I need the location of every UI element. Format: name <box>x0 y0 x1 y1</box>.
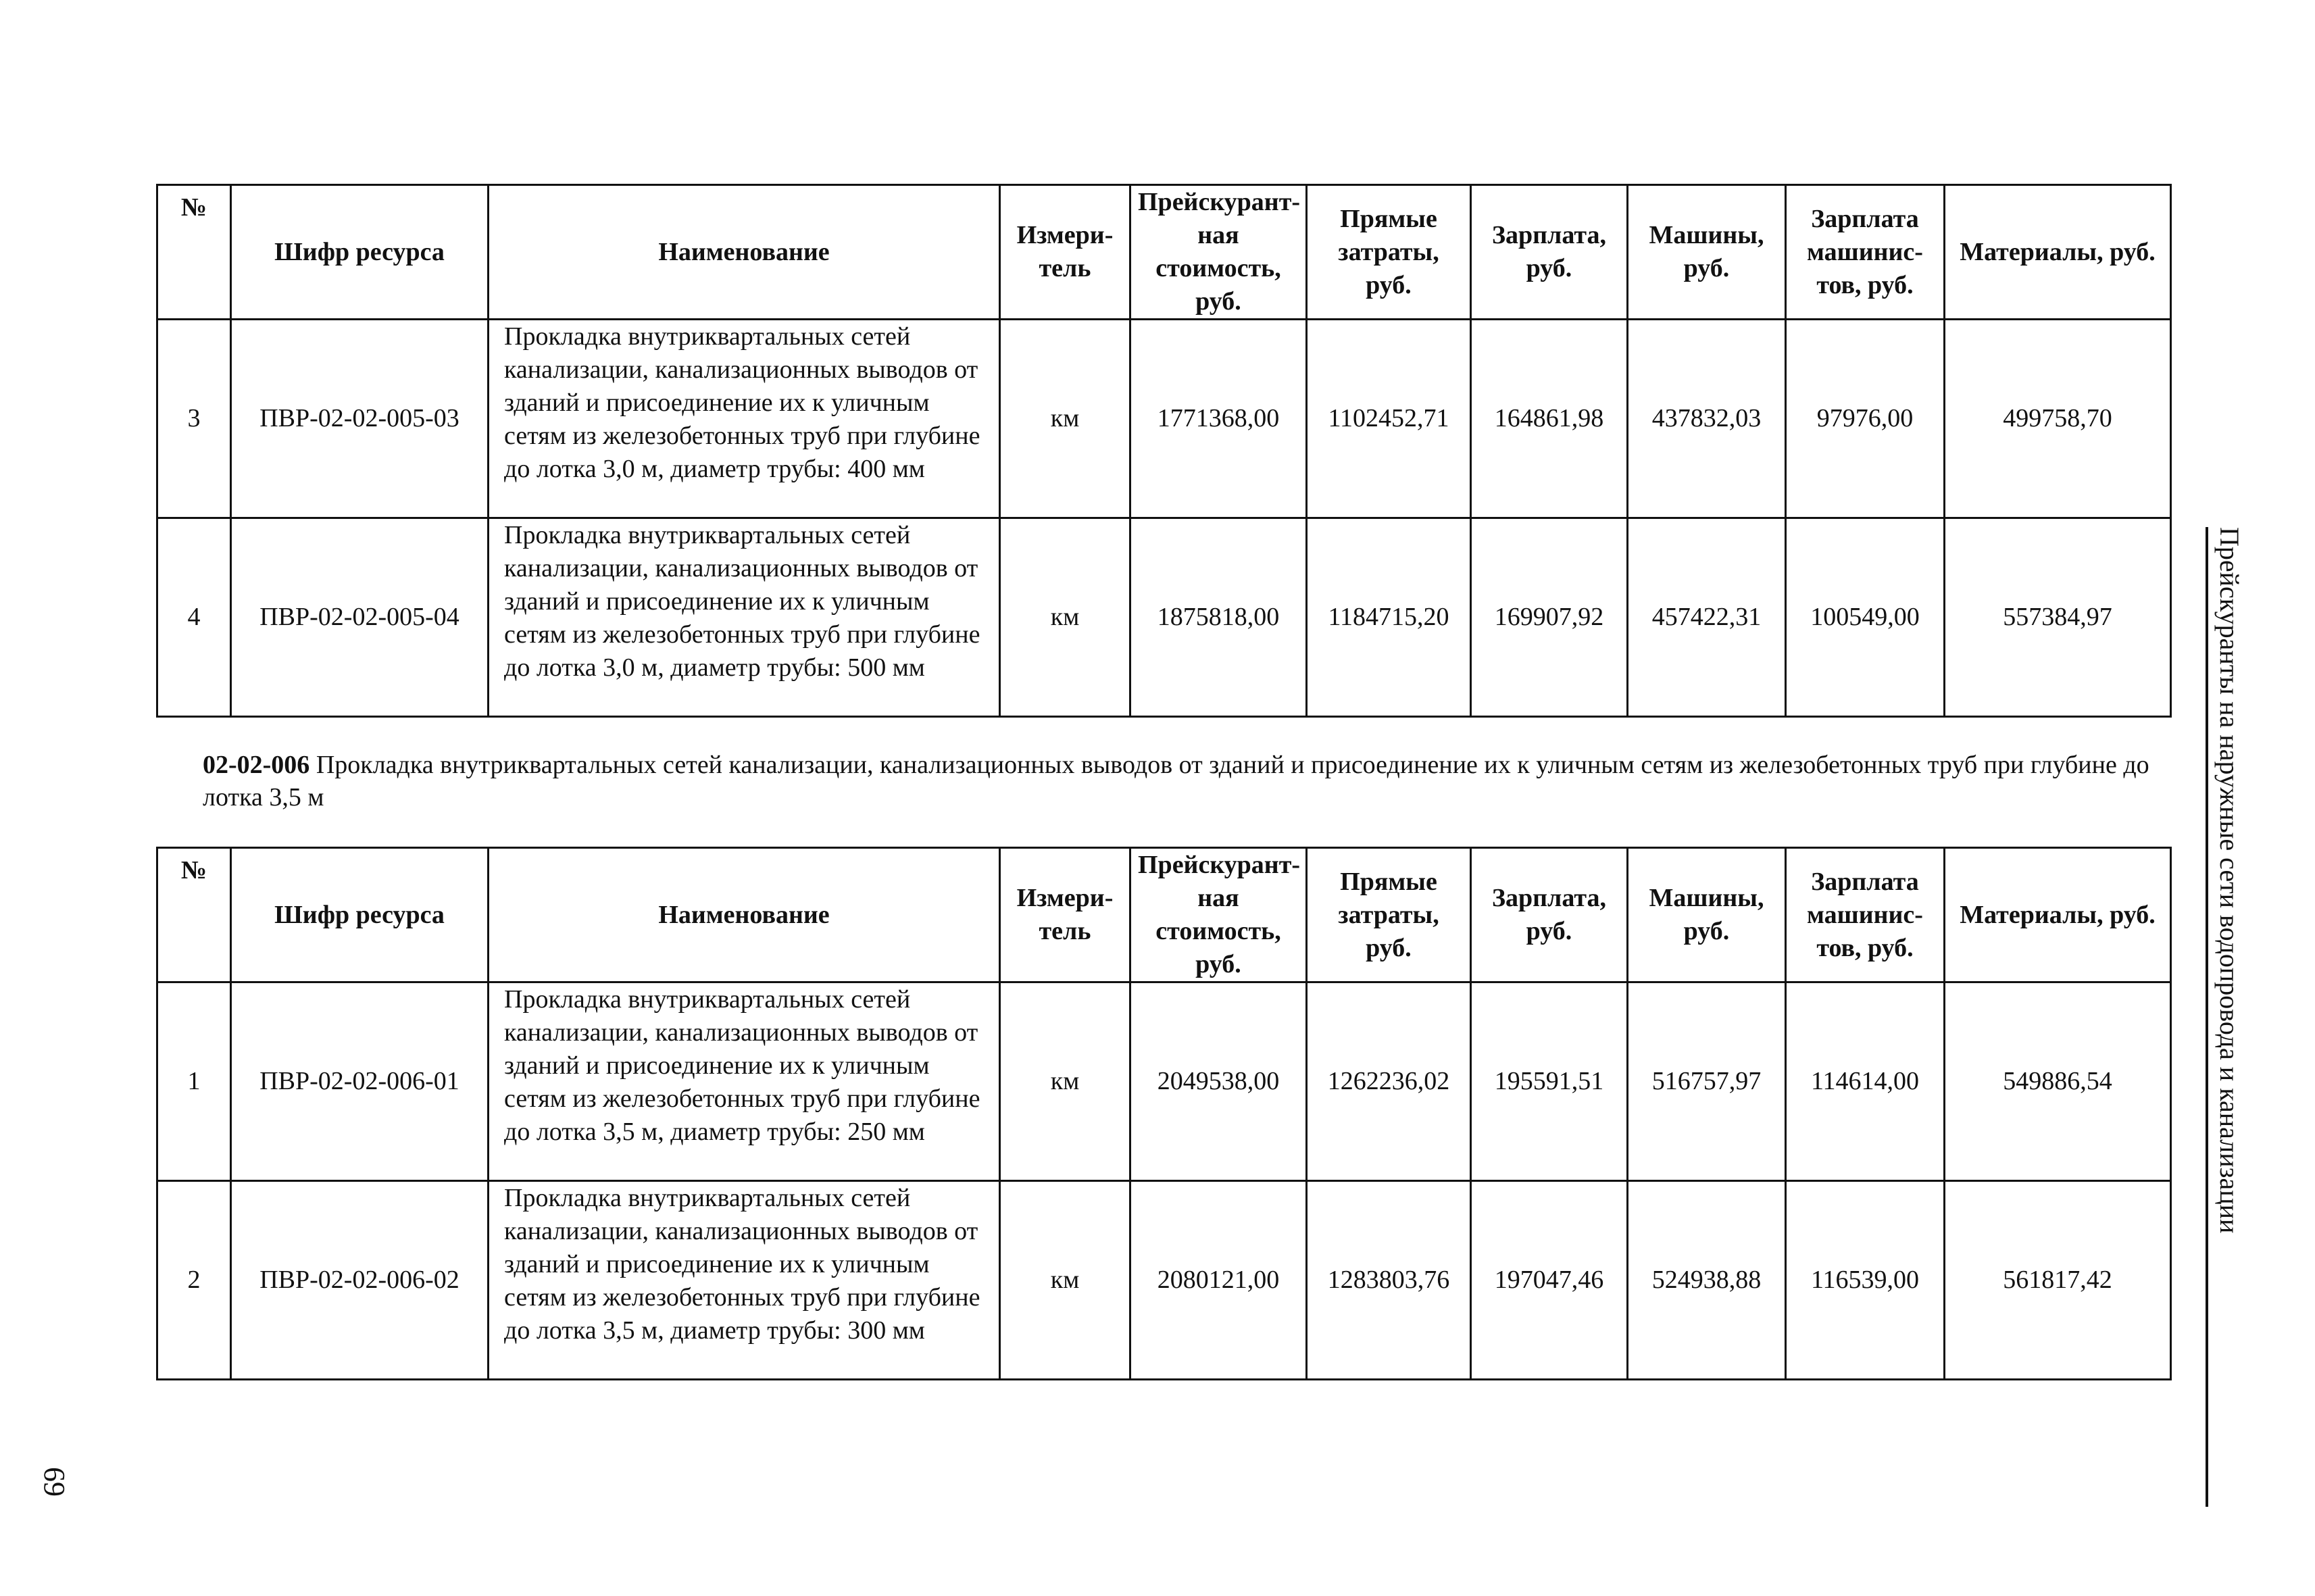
table-row <box>157 1181 2171 1380</box>
header-machines: Машины, руб. <box>1628 185 1786 320</box>
section-code: 02-02-006 <box>203 751 310 779</box>
header-materials: Материалы, руб. <box>1945 848 2171 982</box>
cell-operators: 100549,00 <box>1786 518 1945 717</box>
cell-unit: км <box>1000 982 1130 1181</box>
cell-materials: 561817,42 <box>1945 1181 2171 1380</box>
cell-operators: 116539,00 <box>1786 1181 1945 1380</box>
cell-code: ПВР-02-02-006-02 <box>231 1181 489 1380</box>
cell-name: Прокладка внутриквартальных сетей канализации, канализационных выводов от зданий и присоединение их к уличным сетям из железобетонных труб при глубине до лотка 3,5 м, диаметр трубы: 250 мм <box>489 982 1000 1181</box>
cell-num: 1 <box>157 982 231 1181</box>
header-machines: Машины, руб. <box>1628 848 1786 982</box>
cell-unit: км <box>1000 518 1130 717</box>
cell-direct: 1184715,20 <box>1307 518 1471 717</box>
side-caption: Прейскуранты на наружные сети водопровода и канализации <box>2206 527 2245 1507</box>
cell-salary: 195591,51 <box>1471 982 1628 1181</box>
section-heading <box>203 749 2162 814</box>
header-name: Наименование <box>489 848 1000 982</box>
cell-unit: км <box>1000 1181 1130 1380</box>
cell-price: 2080121,00 <box>1130 1181 1307 1380</box>
cell-num: 3 <box>157 320 231 518</box>
cell-num: 4 <box>157 518 231 717</box>
cell-unit: км <box>1000 320 1130 518</box>
cell-machines: 516757,97 <box>1628 982 1786 1181</box>
cell-price: 1875818,00 <box>1130 518 1307 717</box>
header-num: № <box>157 848 231 982</box>
price-table-2 <box>156 847 2172 1380</box>
cell-machines: 524938,88 <box>1628 1181 1786 1380</box>
header-price: Прейскурант-ная стоимость, руб. <box>1130 848 1307 982</box>
header-materials: Материалы, руб. <box>1945 185 2171 320</box>
cell-operators: 97976,00 <box>1786 320 1945 518</box>
cell-materials: 557384,97 <box>1945 518 2171 717</box>
header-salary: Зарплата, руб. <box>1471 185 1628 320</box>
cell-code: ПВР-02-02-006-01 <box>231 982 489 1181</box>
header-salary: Зарплата, руб. <box>1471 848 1628 982</box>
cell-materials: 549886,54 <box>1945 982 2171 1181</box>
cell-direct: 1262236,02 <box>1307 982 1471 1181</box>
header-row <box>157 848 2171 982</box>
cell-code: ПВР-02-02-005-04 <box>231 518 489 717</box>
table-row <box>157 518 2171 717</box>
cell-salary: 164861,98 <box>1471 320 1628 518</box>
cell-name: Прокладка внутриквартальных сетей канализации, канализационных выводов от зданий и присоединение их к уличным сетям из железобетонных труб при глубине до лотка 3,5 м, диаметр трубы: 300 мм <box>489 1181 1000 1380</box>
page-number: 69 <box>38 1467 71 1497</box>
table-row <box>157 320 2171 518</box>
header-code: Шифр ресурса <box>231 848 489 982</box>
header-direct: Прямые затраты, руб. <box>1307 185 1471 320</box>
cell-num: 2 <box>157 1181 231 1380</box>
header-num: № <box>157 185 231 320</box>
header-direct: Прямые затраты, руб. <box>1307 848 1471 982</box>
cell-direct: 1283803,76 <box>1307 1181 1471 1380</box>
header-code: Шифр ресурса <box>231 185 489 320</box>
header-operators: Зарплата машинис-тов, руб. <box>1786 185 1945 320</box>
cell-salary: 169907,92 <box>1471 518 1628 717</box>
cell-name: Прокладка внутриквартальных сетей канализации, канализационных выводов от зданий и присоединение их к уличным сетям из железобетонных труб при глубине до лотка 3,0 м, диаметр трубы: 500 мм <box>489 518 1000 717</box>
cell-machines: 457422,31 <box>1628 518 1786 717</box>
header-price: Прейскурант-ная стоимость, руб. <box>1130 185 1307 320</box>
header-row <box>157 185 2171 320</box>
cell-price: 2049538,00 <box>1130 982 1307 1181</box>
cell-machines: 437832,03 <box>1628 320 1786 518</box>
price-table-1 <box>156 184 2172 718</box>
table-row <box>157 982 2171 1181</box>
header-operators: Зарплата машинис-тов, руб. <box>1786 848 1945 982</box>
cell-operators: 114614,00 <box>1786 982 1945 1181</box>
cell-price: 1771368,00 <box>1130 320 1307 518</box>
header-name: Наименование <box>489 185 1000 320</box>
header-unit: Измери-тель <box>1000 848 1130 982</box>
cell-materials: 499758,70 <box>1945 320 2171 518</box>
section-title-text: Прокладка внутриквартальных сетей канализации, канализационных выводов от зданий и присоединение их к уличным сетям из железобетонных труб при глубине до лотка 3,5 м <box>203 751 2149 812</box>
header-unit: Измери-тель <box>1000 185 1130 320</box>
cell-salary: 197047,46 <box>1471 1181 1628 1380</box>
cell-name: Прокладка внутриквартальных сетей канализации, канализационных выводов от зданий и присоединение их к уличным сетям из железобетонных труб при глубине до лотка 3,0 м, диаметр трубы: 400 мм <box>489 320 1000 518</box>
cell-direct: 1102452,71 <box>1307 320 1471 518</box>
cell-code: ПВР-02-02-005-03 <box>231 320 489 518</box>
